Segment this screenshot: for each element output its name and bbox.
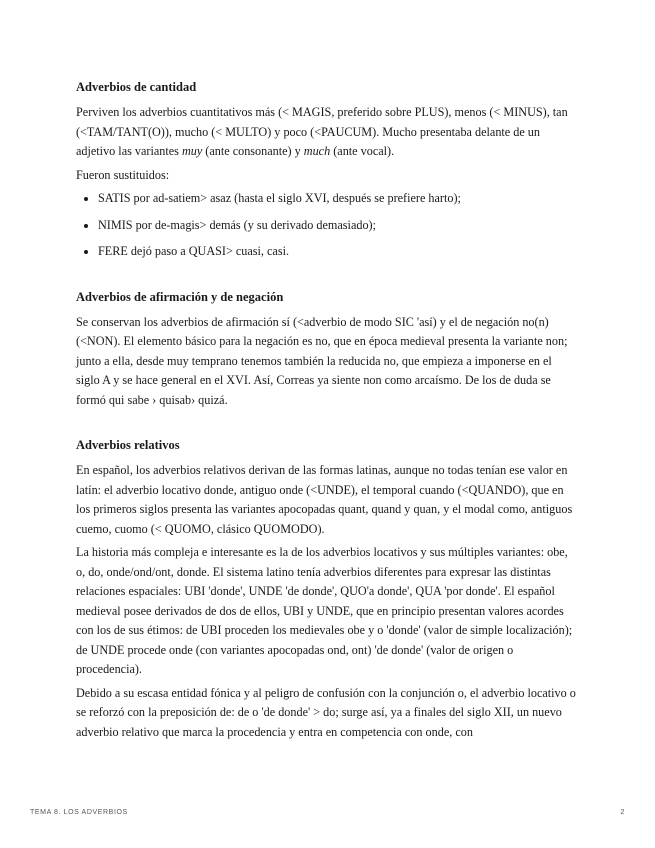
paragraph-text: Perviven los adverbios cuantitativos más (< MAGIS, preferido sobre PLUS), menos (< MINUS), tan (<TAM/TANT(O)), mucho (< MULTO) y poco (<PAUCUM). Mucho presentaba delante de un adjetivo las variantes bbox=[76, 105, 568, 158]
italic-term: muy bbox=[181, 144, 203, 158]
paragraph: La historia más compleja e interesante es la de los adverbios locativos y sus múltiples variantes: obe, o, do, onde/ond/ont, donde. El sistema latino tenía adverbios diferentes para expresar las distintas relaciones espaciales: UBI 'donde', UNDE 'de donde', QUO'a donde', QUA 'por donde'. El español medieval posee derivados de dos de ellos, UBI y UNDE, que en principio presentan valores acordes con los de sus étimos: de UBI proceden los medievales obe y o 'donde' (valor de simple localización); de UNDE procede onde (con variantes apocopadas ond, ont) 'de donde' (valor de origen o procedencia). bbox=[76, 545, 573, 676]
section-adverbios-afirmacion bbox=[76, 288, 578, 411]
section-adverbios-cantidad bbox=[76, 78, 578, 262]
paragraph: Fueron sustituidos: bbox=[76, 167, 170, 182]
paragraph-text: (ante vocal). bbox=[330, 144, 395, 158]
paragraph: Debido a su escasa entidad fónica y al peligro de confusión con la conjunción o, el adverbio locativo o se reforzó con la preposición de: de o 'de donde' > do; surge así, ya a finales del siglo XII, un nuevo adverbio relativo que marca la procedencia y entra en competencia con onde, con bbox=[76, 685, 576, 739]
section-heading: Adverbios relativos bbox=[76, 438, 180, 452]
section-heading: Adverbios de afirmación y de negación bbox=[76, 289, 284, 304]
section-heading: Adverbios de cantidad bbox=[76, 80, 197, 94]
document-page bbox=[76, 78, 578, 768]
paragraph bbox=[76, 103, 578, 162]
page-footer bbox=[30, 809, 625, 816]
paragraph: En español, los adverbios relativos derivan de las formas latinas, aunque no todas tenían ese valor en latín: el adverbio locativo donde, antiguo onde (<UNDE), el temporal cuando (<QUANDO), que en los primeros siglos presenta las variantes apocopadas quant, quand y quan, y el modal como, antiguos cuemo, cuomo (< QUOMO, clásico QUOMODO). bbox=[76, 463, 573, 536]
list-item: • NIMIS por de-magis> demás (y su derivado demasiado); bbox=[98, 216, 578, 236]
italic-term: much bbox=[303, 144, 331, 158]
page-number: 2 bbox=[620, 809, 625, 816]
section-adverbios-relativos bbox=[76, 436, 578, 742]
list-item: • FERE dejó paso a QUASI> cuasi, casi. bbox=[98, 242, 578, 262]
list-item: • SATIS por ad-satiem> asaz (hasta el siglo XVI, después se prefiere harto); bbox=[98, 189, 578, 209]
bullet-list bbox=[76, 189, 578, 262]
footer-title: TEMA 8. LOS ADVERBIOS bbox=[30, 809, 128, 816]
paragraph: Se conservan los adverbios de afirmación sí (<adverbio de modo SIC 'así) y el de negación no(n) (<NON). El elemento básico para la negación es no, que en época medieval presenta la variante non; junto a ella, desde muy temprano tenemos también la reducida no, que empieza a imponerse en el siglo A y se hace general en el XVI. Así, Correas ya siente non como arcaísmo. De los de duda se formó qui sabe › quisab› quizá. bbox=[76, 314, 568, 407]
paragraph-text: (ante consonante) y bbox=[202, 144, 304, 158]
